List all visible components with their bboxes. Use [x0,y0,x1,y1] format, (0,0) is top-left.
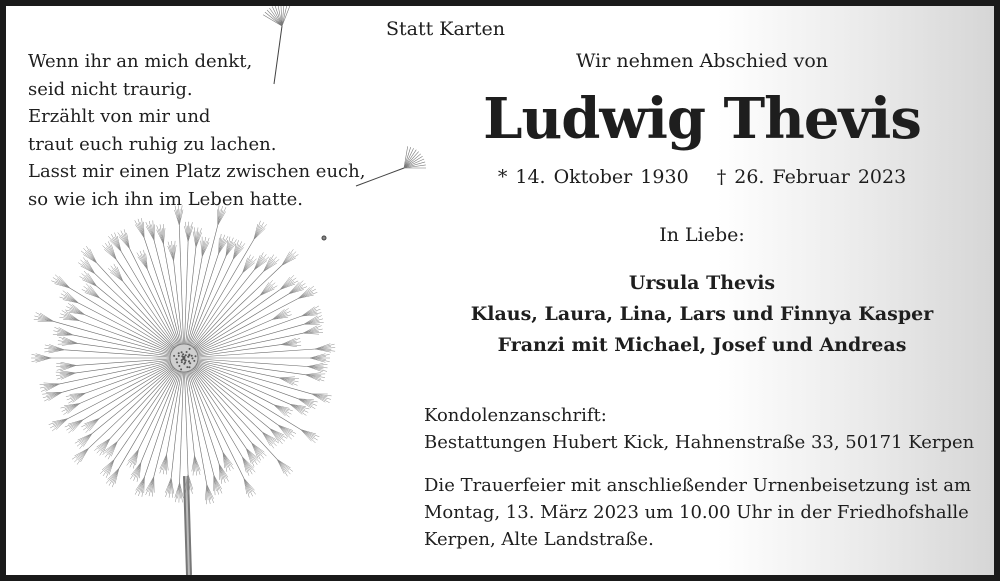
intro-text: Wir nehmen Abschied von [575,50,829,72]
family-line: Franzi mit Michael, Josef und Andreas [497,334,907,356]
condolence-label: Kondolenzanschrift: [424,405,607,426]
poem-line: Erzählt von mir und [28,106,211,127]
condolence-address [424,402,974,456]
life-dates [432,166,972,188]
death-date: † 26. Februar 2023 [716,166,907,188]
funeral-line: Kerpen, Alte Landstraße. [424,529,654,550]
poem-line: Wenn ihr an mich denkt, [28,51,253,72]
family-list [432,268,972,361]
birth-date: * 14. Oktober 1930 [497,166,689,188]
funeral-info [424,472,971,553]
family-line: Ursula Thevis [628,272,776,294]
poem-line: Lasst mir einen Platz zwischen euch, [28,161,366,182]
condolence-address-line: Bestattungen Hubert Kick, Hahnenstraße 33, 50171 Kerpen [424,432,975,453]
family-heading: In Liebe: [659,224,745,246]
family-line: Klaus, Laura, Lina, Lars und Finnya Kasper [470,303,934,325]
poem [28,48,365,213]
deceased-name: Ludwig Thevis [483,86,921,152]
poem-line: so wie ich ihn im Leben hatte. [28,188,303,210]
poem-line: seid nicht traurig. [28,78,193,100]
statt-karten-label: Statt Karten [386,18,506,40]
poem-line: traut euch ruhig zu lachen. [28,133,277,155]
funeral-line: Montag, 13. März 2023 um 10.00 Uhr in der Friedhofshalle [424,502,969,523]
funeral-line: Die Trauerfeier mit anschließender Urnenbeisetzung ist am [424,475,972,496]
